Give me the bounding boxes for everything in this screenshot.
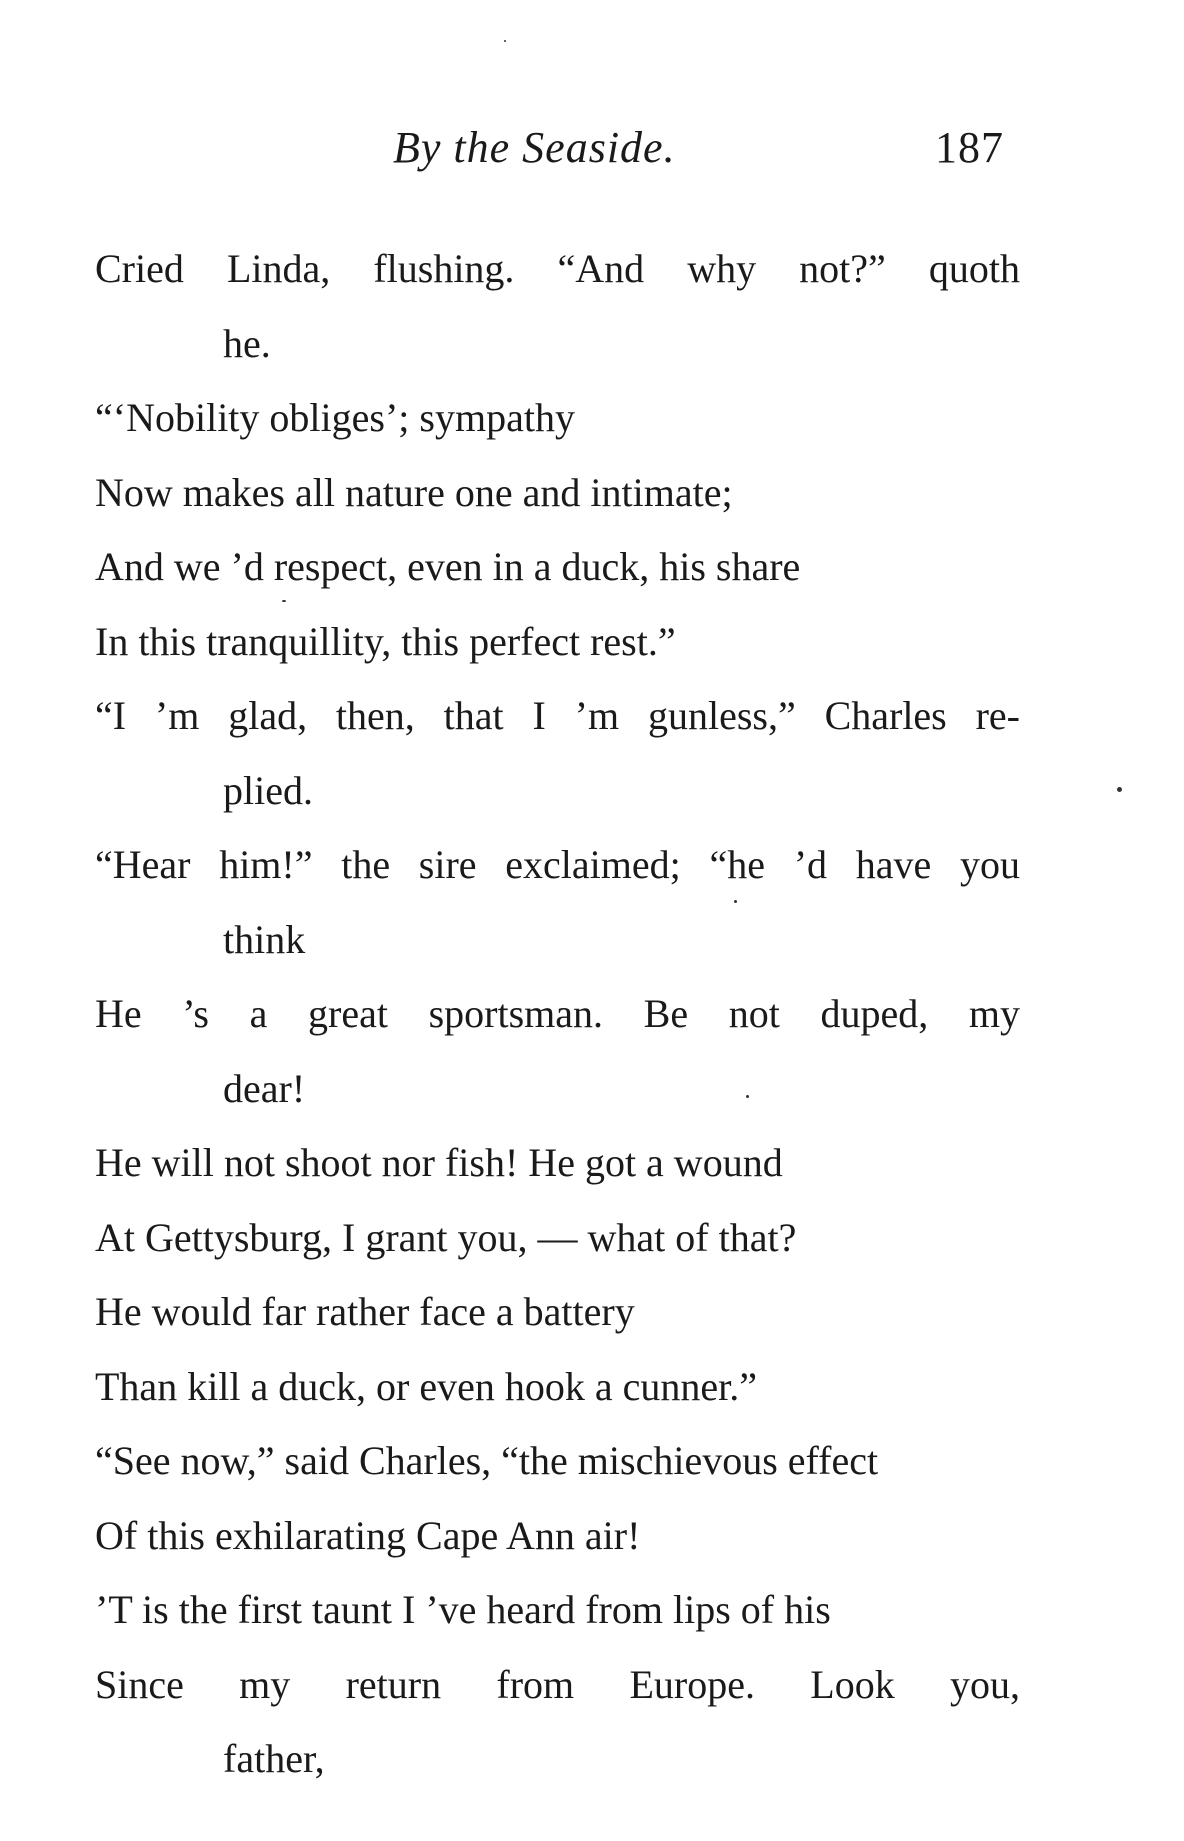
poem-text [95,232,1025,1797]
poem-line: ’T is the first taunt I ’ve heard from lips of his [95,1587,831,1632]
scan-speck [746,1095,749,1098]
poem-line: Now makes all nature one and intimate; [95,469,733,515]
scan-speck [282,600,286,602]
poem-line: Cried Linda, flushing. “And why not?” quoth [95,246,1020,291]
scan-speck [504,40,506,42]
poem-line-continuation: he. [223,320,271,366]
poem-line: “Hear him!” the sire exclaimed; “he ’d have you [95,842,1020,887]
poem-line: Than kill a duck, or even hook a cunner.” [95,1363,757,1409]
running-title: By the Seaside. [393,123,676,172]
poem-line: “See now,” said Charles, “the mischievous effect [95,1438,879,1483]
poem-line: He would far rather face a battery [95,1289,635,1334]
poem-line-continuation: dear! [223,1065,306,1111]
poem-line: He will not shoot nor fish! He got a wound [95,1140,783,1185]
poem-line: He ’s a great sportsman. Be not duped, my [95,991,1020,1036]
scan-speck [1117,787,1122,792]
poem-line-continuation: father, [223,1736,325,1781]
poem-line: Since my return from Europe. Look you, [95,1661,1020,1707]
poem-line-continuation: think [223,916,306,962]
poem-line: In this tranquillity, this perfect rest.” [95,618,676,664]
poem-line: And we ’d respect, even in a duck, his share [95,544,801,589]
scan-speck [734,900,737,903]
poem-line: “I ’m glad, then, that I ’m gunless,” Charles re- [95,693,1020,738]
poem-line: At Gettysburg, I grant you, — what of that? [95,1214,797,1260]
page-number: 187 [935,123,1004,172]
poem-line-continuation: plied. [223,767,313,813]
poem-line: Of this exhilarating Cape Ann air! [95,1512,641,1558]
poem-line: “‘Nobility obliges’; sympathy [95,395,575,440]
